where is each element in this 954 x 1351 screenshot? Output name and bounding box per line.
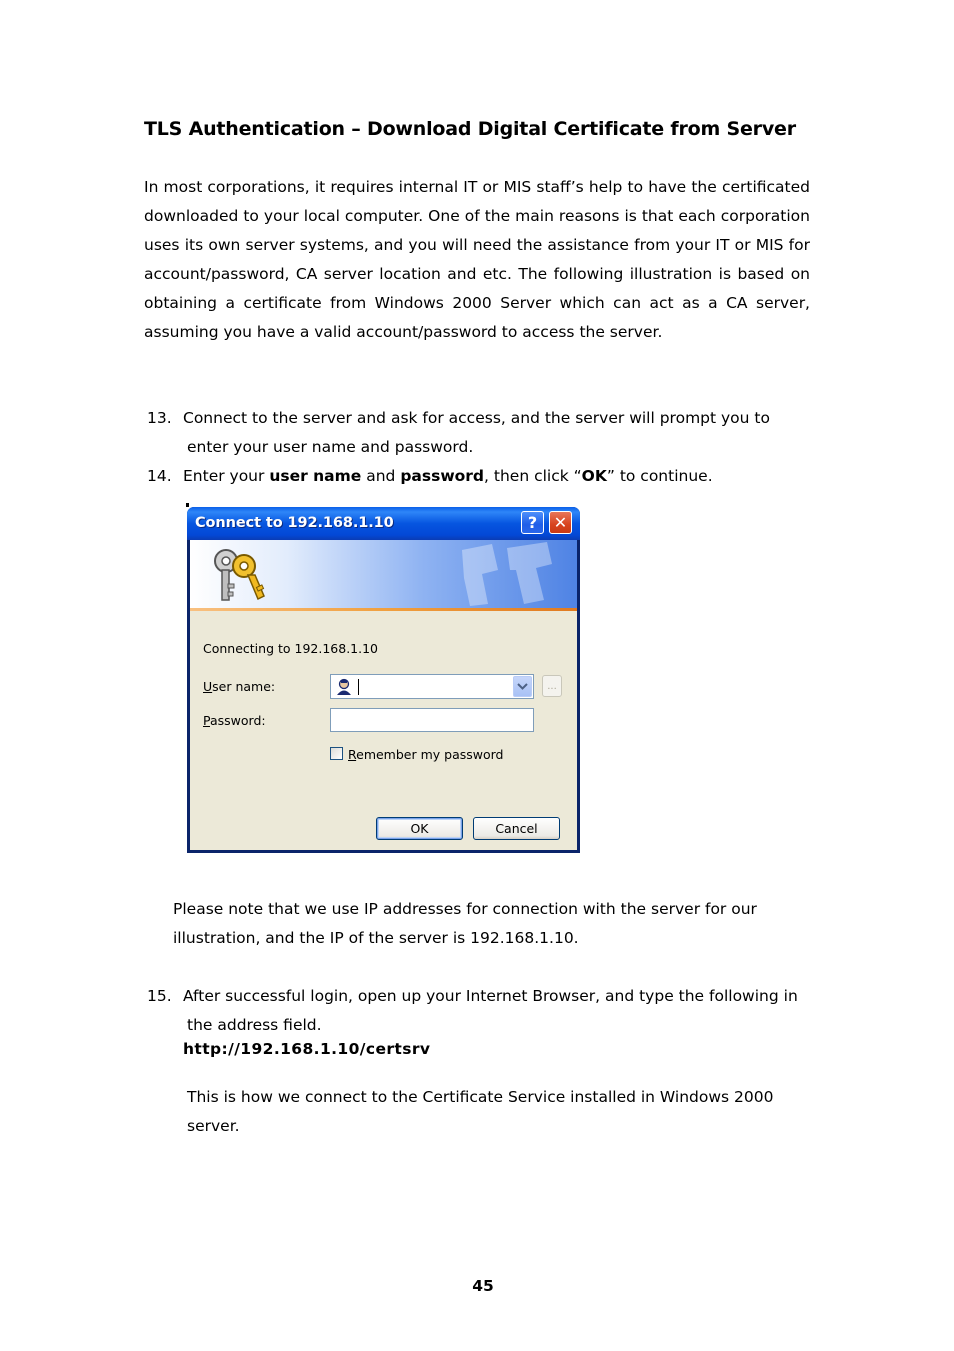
step-15 [147, 982, 810, 1040]
certsrv-url: http://192.168.1.10/certsrv [183, 1040, 431, 1058]
user-icon [335, 678, 353, 696]
label-text: emember my password [356, 747, 504, 762]
stray-mark [186, 503, 189, 507]
step-number: 15. [147, 987, 172, 1005]
label-text: assword: [209, 713, 266, 728]
bold-ok: OK [581, 467, 607, 485]
step-text-cont: the address field. [187, 1016, 322, 1034]
step-text: , then click “ [484, 467, 582, 485]
dialog-title: Connect to 192.168.1.10 [195, 515, 394, 531]
ok-button[interactable]: OK [376, 817, 463, 840]
dialog-banner [190, 540, 577, 610]
page-number: 45 [472, 1277, 494, 1295]
bold-password: password [400, 467, 485, 485]
mnemonic: P [203, 713, 210, 728]
chevron-glyph [514, 677, 531, 696]
step-text: Enter your [183, 467, 270, 485]
chevron-down-icon[interactable] [513, 676, 532, 697]
step-text-cont: enter your user name and password. [187, 438, 474, 456]
mnemonic: R [348, 747, 357, 762]
connect-dialog [187, 507, 580, 853]
certsrv-note: This is how we connect to the Certificate Service installed in Windows 2000 server. [187, 1088, 774, 1135]
cancel-button[interactable]: Cancel [473, 817, 560, 840]
watermark-icon [452, 540, 572, 608]
section-heading: TLS Authentication – Download Digital Certificate from Server [144, 118, 796, 140]
step-number: 14. [147, 467, 172, 485]
bold-user-name: user name [269, 467, 362, 485]
username-label [203, 679, 275, 694]
help-icon[interactable]: ? [521, 511, 544, 534]
step-text: After successful login, open up your Internet Browser, and type the following in [183, 987, 798, 1005]
remember-label[interactable] [348, 747, 504, 762]
label-text: ser name: [212, 679, 276, 694]
step-13 [147, 404, 810, 462]
dialog-body [190, 540, 577, 850]
mnemonic: U [203, 679, 213, 694]
step-text: and [361, 467, 401, 485]
password-field[interactable] [330, 708, 534, 732]
close-icon[interactable]: ✕ [549, 511, 572, 534]
text-caret [358, 679, 359, 695]
keys-icon [208, 546, 270, 604]
connecting-text: Connecting to 192.168.1.10 [203, 641, 379, 656]
step-14 [147, 462, 810, 491]
ip-note: Please note that we use IP addresses for connection with the server for our illustration, and the IP of the server is 192.168.1.10. [173, 900, 757, 947]
username-combobox[interactable] [330, 674, 534, 699]
password-label [203, 713, 266, 728]
banner-divider [190, 608, 577, 611]
step-number: 13. [147, 409, 172, 427]
browse-button[interactable]: ... [542, 675, 562, 697]
dialog-titlebar[interactable] [187, 507, 580, 540]
remember-checkbox[interactable] [330, 747, 343, 760]
intro-paragraph: In most corporations, it requires internal IT or MIS staff’s help to have the certificated downloaded to your local computer. One of the main reasons is that each corporation uses its own server systems, and you will need the assistance from your IT or MIS for account/password, CA server location and etc. The following illustration is based on obtaining a certificate from Windows 2000 Server which can act as a CA server, assuming you have a valid account/password to access the server. [144, 178, 810, 341]
step-text: Connect to the server and ask for access, and the server will prompt you to [183, 409, 770, 427]
step-text: ” to continue. [606, 467, 713, 485]
